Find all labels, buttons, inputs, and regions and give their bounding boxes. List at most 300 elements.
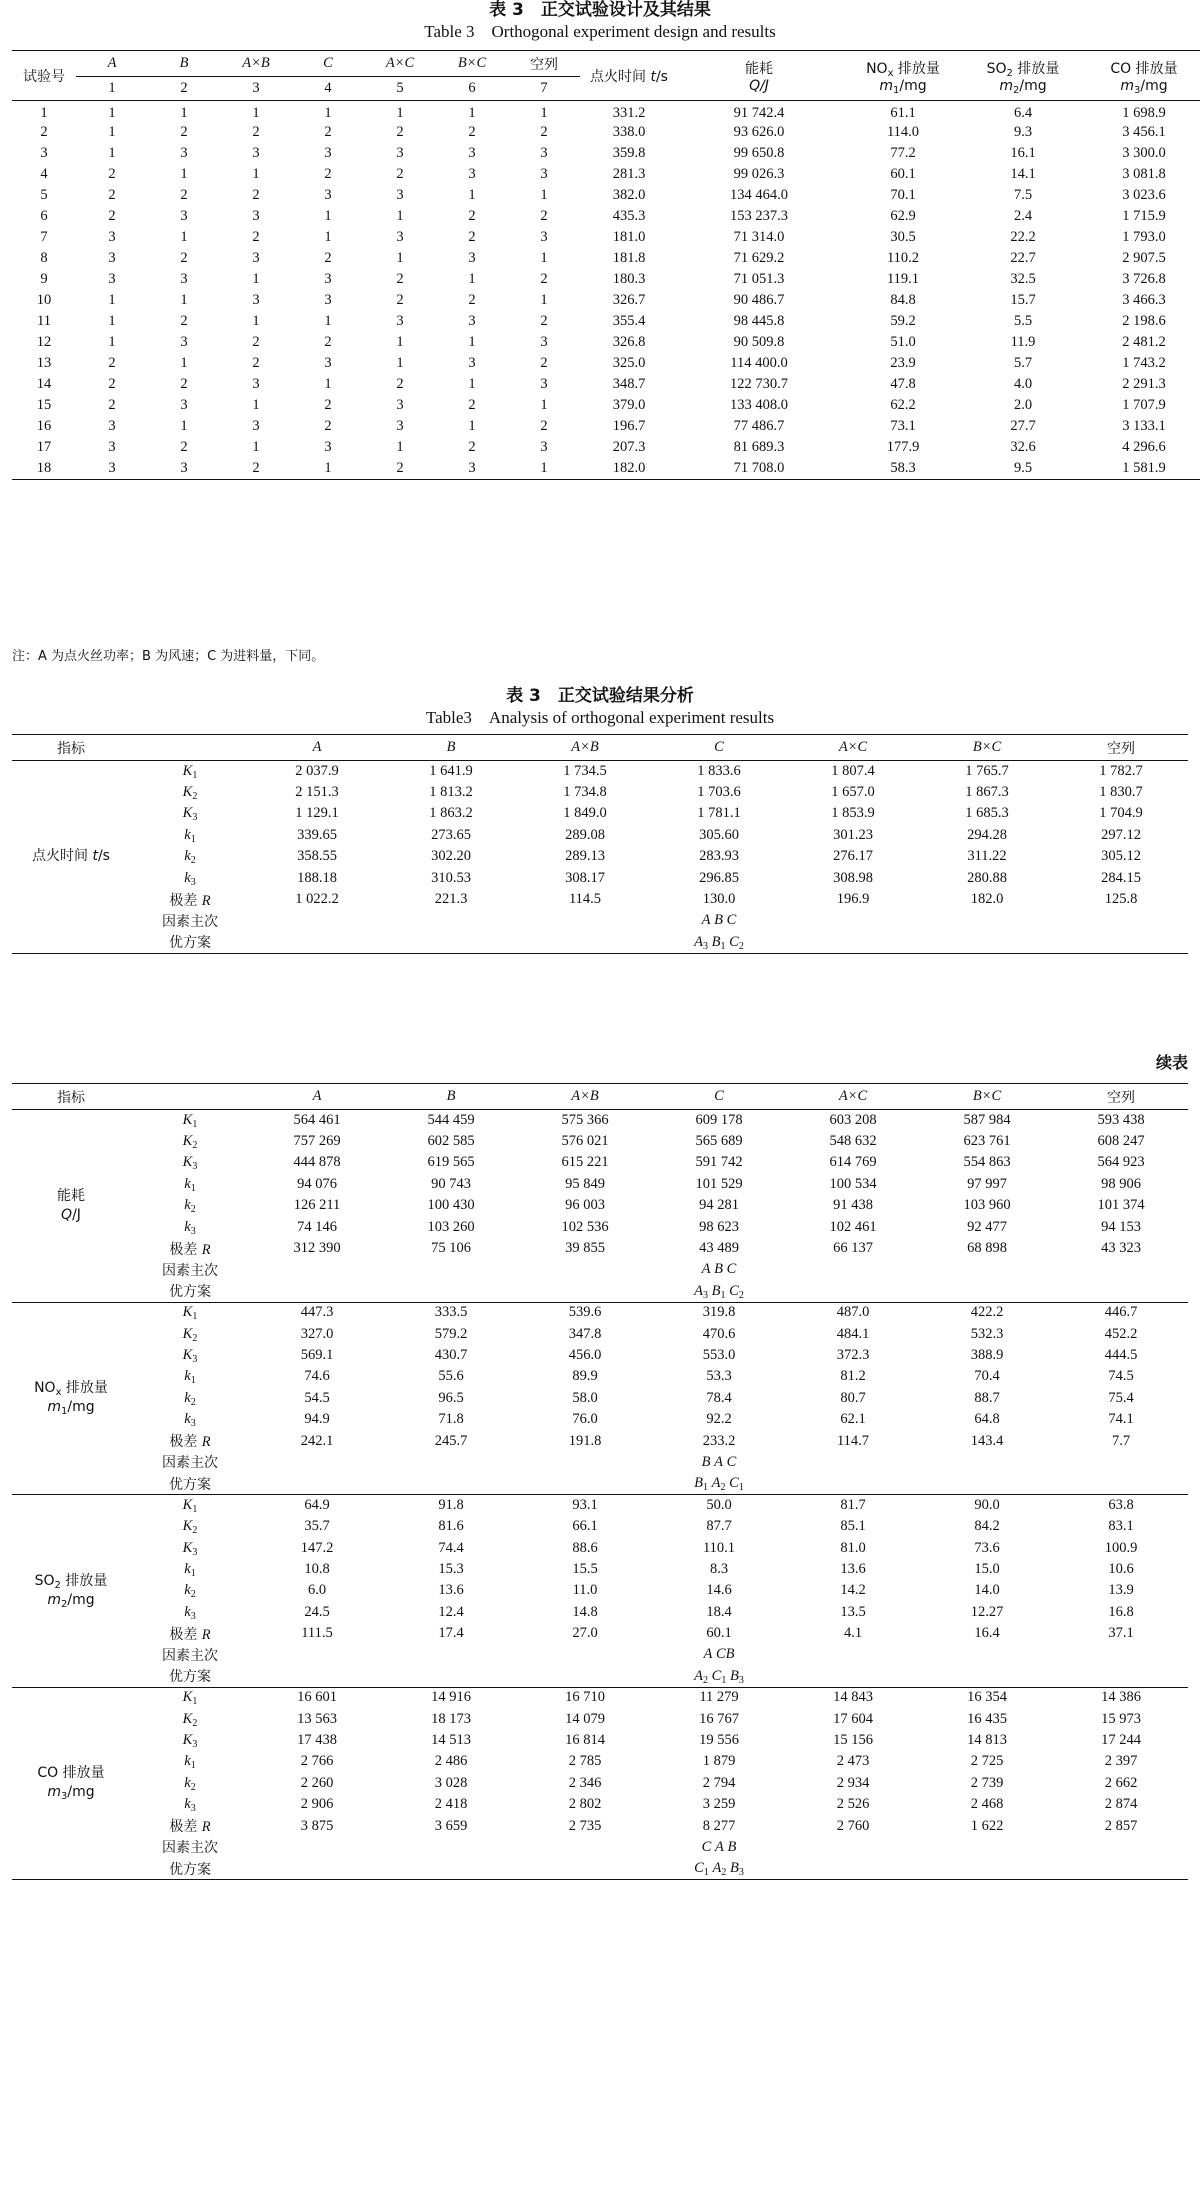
value-cell: 2 906 [300, 1796, 334, 1813]
table-cell: 3 300.0 [1122, 145, 1166, 161]
header-factor: B×C [972, 1088, 1002, 1104]
value-cell: 305.12 [1101, 848, 1141, 865]
table-cell: 2 [540, 313, 548, 329]
value-cell: 93.1 [518, 1495, 652, 1516]
factor-letter: C [729, 1475, 739, 1492]
empty-cell [786, 1259, 920, 1280]
analysis-row [12, 1516, 1188, 1537]
table-cell: 16.1 [1010, 145, 1036, 161]
value-cell: 75 106 [431, 1240, 471, 1257]
table-cell: 47.8 [890, 376, 916, 392]
empty-cell [1054, 1858, 1188, 1879]
table-cell: 81 689.3 [733, 439, 785, 455]
table-cell: 2 [540, 124, 548, 140]
factor-order-value [702, 1839, 737, 1855]
value-cell: 101 529 [695, 1175, 743, 1192]
row-label: 优方案 [130, 932, 250, 953]
analysis-row [12, 910, 1188, 931]
factor-letter: C [726, 912, 737, 929]
table-cell: 1 [324, 229, 332, 245]
value-cell: 388.9 [970, 1346, 1004, 1363]
table-cell: 1 [108, 124, 116, 140]
row-label: 优方案 [169, 1669, 211, 1686]
table-cell: 3 [324, 292, 332, 308]
value-cell: 16 814 [565, 1732, 605, 1749]
table-cell: 1 793.0 [1122, 229, 1166, 245]
table-cell: 90 486.7 [733, 292, 785, 308]
value-cell: 2 037.9 [295, 762, 339, 779]
table-cell: 70.1 [890, 187, 916, 203]
header-factor: B [446, 739, 456, 755]
value-cell: 289.08 [565, 826, 605, 843]
value-cell: 2 802 [568, 1796, 602, 1813]
factor-letter: C [726, 1261, 737, 1278]
value-cell: 2 662 [1104, 1774, 1138, 1791]
table3-caption-en: Table 3 Orthogonal experiment design and results [424, 22, 776, 41]
row-label [130, 825, 250, 846]
indicator-unit: $m_2/mg$ [47, 1591, 95, 1610]
table-cell: 2 [252, 355, 260, 371]
factor-level-subscript: 1 [738, 1482, 744, 1494]
unit-symbol: t [650, 68, 656, 85]
empty-cell [786, 1473, 920, 1494]
value-cell: 13.6 [438, 1582, 464, 1599]
value-cell: 484.1 [836, 1325, 870, 1342]
row-label-subscript: 2 [190, 1396, 196, 1408]
unit-symbol: m [999, 77, 1013, 94]
row-label-subscript: 1 [192, 1503, 198, 1515]
table-cell: 2 [468, 292, 476, 308]
value-cell: 58.0 [572, 1389, 598, 1406]
unit-subscript: 1 [61, 1406, 68, 1418]
indicator-unit: $m_3/mg$ [47, 1784, 95, 1803]
table-cell: 1 707.9 [1122, 397, 1166, 413]
header-subscript: 1 [893, 84, 900, 96]
empty-cell [384, 1837, 518, 1858]
table-row [12, 395, 1200, 416]
optimal-scheme-value [694, 1668, 744, 1684]
row-label-letter: k [184, 1774, 191, 1791]
table3-caption-cn: 表 3 正交试验设计及其结果 [489, 0, 711, 20]
table-cell: 3 023.6 [1122, 187, 1166, 203]
table-cell: 62.2 [890, 397, 916, 413]
analysis-row [12, 1623, 1188, 1644]
table-cell: 6.4 [1013, 105, 1033, 121]
value-cell: 1 685.3 [965, 805, 1009, 822]
value-cell: 273.65 [431, 826, 471, 843]
table-cell: 2 291.3 [1122, 376, 1166, 392]
value-cell: 289.13 [565, 848, 605, 865]
value-cell: 18.4 [706, 1603, 732, 1620]
row-label-symbol: R [201, 892, 211, 909]
empty-cell [920, 932, 1054, 953]
analysis-row [12, 1601, 1188, 1622]
value-cell: 296.85 [699, 869, 739, 886]
value-cell: 487.0 [786, 1302, 920, 1323]
header-co [1080, 51, 1200, 101]
value-cell: 92.2 [706, 1411, 732, 1428]
analysis-row [12, 1708, 1188, 1729]
row-label [130, 1687, 250, 1708]
table-cell: 281.3 [612, 166, 646, 182]
row-label: 因素主次 [162, 1262, 218, 1279]
value-cell: 456.0 [568, 1346, 602, 1363]
analysis-table-part2-body [12, 1110, 1188, 1880]
value-cell: 8 277 [702, 1817, 736, 1834]
row-label-subscript: 3 [190, 1418, 196, 1430]
table-cell: 3 [468, 145, 476, 161]
value-cell: 283.93 [699, 848, 739, 865]
factor-letter: A [712, 1860, 722, 1877]
factor-letter: A [703, 1646, 713, 1663]
value-cell: 89.9 [572, 1368, 598, 1385]
value-cell: 1 734.8 [563, 784, 607, 801]
table-cell: 3 [252, 376, 260, 392]
table-cell: 3 [180, 271, 188, 287]
value-cell: 608 247 [1097, 1133, 1145, 1150]
value-cell: 470.6 [702, 1325, 736, 1342]
analysis-row [12, 1452, 1188, 1473]
row-label-letter: k [184, 1389, 191, 1406]
table-cell: 27.7 [1010, 418, 1036, 434]
table-row [12, 206, 1200, 227]
value-cell: 1 734.5 [563, 762, 607, 779]
row-label: 优方案 [130, 1858, 250, 1879]
table-cell: 2 907.5 [1122, 250, 1166, 266]
value-cell: 1 863.2 [429, 805, 473, 822]
header-row-label-spacer [130, 735, 250, 761]
table-cell: 62.9 [890, 208, 916, 224]
value-cell: 3 659 [434, 1817, 468, 1834]
value-cell: 444 878 [293, 1154, 341, 1171]
table-cell: 2 [180, 187, 188, 203]
table-cell: 3 [324, 355, 332, 371]
unit-symbol: m [47, 1591, 61, 1608]
factor-letter: A [701, 912, 711, 929]
empty-cell [384, 1281, 518, 1302]
table-cell: 1 [108, 292, 116, 308]
value-cell: 70.4 [974, 1368, 1000, 1385]
table-cell: 3 [180, 459, 188, 476]
indicator-name: 点火时间 t/s [32, 848, 110, 865]
value-cell: 757 269 [293, 1133, 341, 1150]
empty-cell [1054, 1452, 1188, 1473]
factor-letter: B [714, 912, 724, 929]
value-cell: 579.2 [434, 1325, 468, 1342]
value-cell: 1 641.9 [429, 762, 473, 779]
table-cell: 2 [252, 229, 260, 245]
table-cell: 3 [324, 271, 332, 287]
analysis-row [12, 1409, 1188, 1430]
row-label-letter: K [182, 1111, 193, 1128]
value-cell: 92 477 [967, 1218, 1007, 1235]
value-cell: 284.15 [1101, 869, 1141, 886]
table-cell: 1 743.2 [1122, 355, 1166, 371]
value-cell: 347.8 [568, 1325, 602, 1342]
factor-letter: A [711, 1475, 721, 1492]
value-cell: 103 260 [427, 1218, 475, 1235]
value-cell: 81.0 [840, 1539, 866, 1556]
value-cell: 39 855 [565, 1240, 605, 1257]
row-label-subscript: 3 [190, 1225, 196, 1237]
table-cell: 98 445.8 [733, 313, 785, 329]
value-cell: 1 022.2 [295, 891, 339, 908]
value-cell: 74 146 [297, 1218, 337, 1235]
empty-cell [250, 932, 384, 953]
row-label [130, 867, 250, 888]
empty-cell [786, 910, 920, 931]
value-cell: 319.8 [652, 1302, 786, 1323]
value-cell: 63.8 [1054, 1495, 1188, 1516]
analysis-row [12, 1216, 1188, 1237]
value-cell: 2 418 [434, 1796, 468, 1813]
table-cell: 1 [108, 145, 116, 161]
row-label [130, 1730, 250, 1751]
factor-order-cell [652, 1259, 786, 1280]
analysis-table-part1 [12, 734, 1188, 954]
empty-cell [786, 1281, 920, 1302]
empty-cell [518, 910, 652, 931]
empty-cell [786, 1452, 920, 1473]
analysis-row [12, 867, 1188, 888]
value-cell: 603 208 [829, 1111, 877, 1128]
table-cell: 2 [180, 439, 188, 455]
row-label-text: 极差 [169, 1434, 202, 1451]
table-cell: 379.0 [612, 397, 646, 413]
unit-symbol: Q [61, 1206, 73, 1223]
empty-cell [1054, 1666, 1188, 1687]
table-cell: 3 [396, 418, 404, 434]
value-cell: 609 178 [695, 1111, 743, 1128]
row-label-letter: k [184, 1411, 191, 1428]
row-label-letter: K [182, 1346, 193, 1363]
value-cell: 12.4 [438, 1603, 464, 1620]
table-cell: 3 [108, 250, 116, 266]
value-cell: 147.2 [300, 1539, 334, 1556]
value-cell: 564 461 [293, 1111, 341, 1128]
table-cell: 2 [396, 459, 404, 476]
value-cell: 430.7 [434, 1346, 468, 1363]
value-cell: 1 782.7 [1099, 762, 1143, 779]
trial-number-cell: 3 [40, 145, 48, 161]
empty-cell [786, 932, 920, 953]
table-cell: 2 [468, 397, 476, 413]
row-label-letter: k [184, 1197, 191, 1214]
empty-cell [518, 1259, 652, 1280]
factor-level-subscript: 1 [703, 1482, 709, 1494]
factor-level-subscript: 3 [738, 1867, 744, 1879]
table-cell: 181.0 [612, 229, 646, 245]
table-cell: 32.5 [1010, 271, 1036, 287]
analysis-row [12, 1537, 1188, 1558]
value-cell: 1 833.6 [697, 762, 741, 779]
value-cell: 81.2 [840, 1368, 866, 1385]
value-cell: 2 468 [970, 1796, 1004, 1813]
value-cell: 182.0 [970, 891, 1004, 908]
table-cell: 7.5 [1013, 187, 1033, 203]
value-cell: 17 438 [297, 1732, 337, 1749]
table-cell: 2 [396, 124, 404, 140]
trial-number-cell: 4 [40, 166, 48, 182]
empty-cell [920, 1259, 1054, 1280]
value-cell: 327.0 [300, 1325, 334, 1342]
unit-subscript: 3 [61, 1791, 68, 1803]
value-cell: 1 879 [702, 1753, 736, 1770]
row-label [130, 1152, 250, 1173]
unit-symbol: m [47, 1784, 61, 1801]
table-cell: 1 [180, 166, 188, 182]
table-cell: 1 [180, 418, 188, 434]
row-label-subscript: 2 [190, 1204, 196, 1216]
header-factor-axc: A×C [385, 55, 415, 71]
analysis-row [12, 1687, 1188, 1708]
value-cell: 6.0 [307, 1582, 327, 1599]
trial-number-cell: 5 [40, 187, 48, 203]
table-cell: 1 [108, 105, 116, 121]
table-cell: 93 626.0 [733, 124, 785, 140]
row-label-letter: K [182, 1325, 193, 1342]
value-cell: 1 807.4 [831, 762, 875, 779]
table-cell: 1 [468, 418, 476, 434]
header-co-label: CO 排放量 [1110, 60, 1178, 77]
table-row [12, 437, 1200, 458]
table-cell: 2 198.6 [1122, 313, 1166, 329]
row-label-letter: k [184, 1368, 191, 1385]
empty-cell [920, 1281, 1054, 1302]
value-cell: 16.4 [974, 1625, 1000, 1642]
table-cell: 11.9 [1010, 334, 1036, 350]
value-cell: 1 830.7 [1099, 784, 1143, 801]
analysis-caption-cn: 表 3 正交试验结果分析 [506, 686, 694, 706]
factor-order-value [702, 1454, 737, 1470]
trial-number-cell: 12 [36, 334, 52, 350]
table-cell: 1 [252, 397, 260, 413]
table-cell: 99 650.8 [733, 145, 785, 161]
row-label [130, 1751, 250, 1772]
value-cell: 98 906 [1101, 1175, 1141, 1192]
value-cell: 100 534 [829, 1175, 877, 1192]
value-cell: 591 742 [695, 1154, 743, 1171]
value-cell: 15.0 [974, 1560, 1000, 1577]
factor-letter: B [714, 1261, 724, 1278]
analysis-table-part2 [12, 1083, 1188, 1880]
row-label [130, 1708, 250, 1729]
table-cell: 1 [324, 376, 332, 392]
value-cell: 245.7 [434, 1432, 468, 1449]
value-cell: 615 221 [561, 1154, 609, 1171]
factor-level-subscript: 1 [703, 1867, 709, 1879]
value-cell: 17 604 [833, 1710, 873, 1727]
factor-letter: CB [715, 1646, 735, 1663]
empty-cell [518, 932, 652, 953]
header-factor-c: C [323, 55, 333, 71]
table-cell: 3 [108, 271, 116, 287]
table-cell: 2 [468, 439, 476, 455]
table-cell: 2 [540, 271, 548, 287]
empty-cell [786, 1837, 920, 1858]
table-cell: 1 [252, 313, 260, 329]
design-table [12, 50, 1200, 480]
table-cell: 359.8 [612, 145, 646, 161]
row-label-letter: k [184, 1753, 191, 1770]
value-cell: 111.5 [301, 1625, 333, 1642]
value-cell: 15.3 [438, 1560, 464, 1577]
factor-level-subscript: 1 [720, 1289, 726, 1301]
row-label-letter: k [184, 826, 191, 843]
value-cell: 98 623 [699, 1218, 739, 1235]
value-cell: 73.6 [974, 1539, 1000, 1556]
table-cell: 3 [396, 397, 404, 413]
analysis-row [12, 1174, 1188, 1195]
empty-cell [920, 1666, 1054, 1687]
analysis-row [12, 803, 1188, 824]
header-factor: C [714, 1088, 724, 1104]
table-cell: 58.3 [890, 459, 916, 476]
table-cell: 2 [324, 166, 332, 182]
header-factor-a: A [107, 55, 117, 71]
optimal-scheme-value [694, 1475, 744, 1494]
empty-cell [786, 1644, 920, 1665]
table-cell: 22.2 [1010, 229, 1036, 245]
table-cell: 1 [324, 208, 332, 224]
value-cell: 1 703.6 [697, 784, 741, 801]
empty-cell [384, 1259, 518, 1280]
header-factor: A×C [838, 739, 868, 755]
value-cell: 310.53 [431, 869, 471, 886]
value-cell: 312 390 [293, 1240, 341, 1257]
row-label-subscript: 1 [190, 1760, 196, 1772]
table-cell: 2 [252, 187, 260, 203]
empty-cell [786, 1858, 920, 1879]
empty-cell [250, 910, 384, 931]
table-cell: 2 [324, 124, 332, 140]
row-label: 优方案 [169, 1284, 211, 1301]
table-cell: 3 [468, 250, 476, 266]
analysis-header-row [12, 735, 1188, 761]
table-cell: 1 [396, 334, 404, 350]
factor-level-subscript: 3 [738, 1674, 744, 1686]
value-cell: 87.7 [706, 1518, 732, 1535]
trial-number-cell: 1 [40, 105, 48, 121]
value-cell: 68 898 [967, 1240, 1007, 1257]
empty-cell [1054, 1837, 1188, 1858]
header-nox [840, 51, 966, 101]
row-label-letter: k [184, 1796, 191, 1813]
value-cell: 94.9 [304, 1411, 330, 1428]
value-cell: 143.4 [970, 1432, 1004, 1449]
value-cell: 2 473 [836, 1753, 870, 1770]
header-factor-b: B [179, 55, 189, 71]
analysis-row [12, 1195, 1188, 1216]
trial-number-cell: 14 [36, 376, 52, 392]
table-cell: 177.9 [886, 439, 920, 455]
table-cell: 355.4 [612, 313, 646, 329]
table-cell: 1 [540, 187, 548, 203]
empty-cell [920, 1644, 1054, 1665]
value-cell: 64.8 [974, 1411, 1000, 1428]
table-cell: 90 509.8 [733, 334, 785, 350]
table-cell: 5.5 [1013, 313, 1033, 329]
empty-cell [1054, 932, 1188, 953]
table-cell: 3 [180, 334, 188, 350]
row-label [130, 1495, 250, 1516]
table-cell: 3 [540, 439, 548, 455]
value-cell: 27.0 [572, 1625, 598, 1642]
value-cell: 2 874 [1104, 1796, 1138, 1813]
empty-cell [786, 1666, 920, 1687]
value-cell: 74.1 [1108, 1411, 1134, 1428]
value-cell: 305.60 [699, 826, 739, 843]
